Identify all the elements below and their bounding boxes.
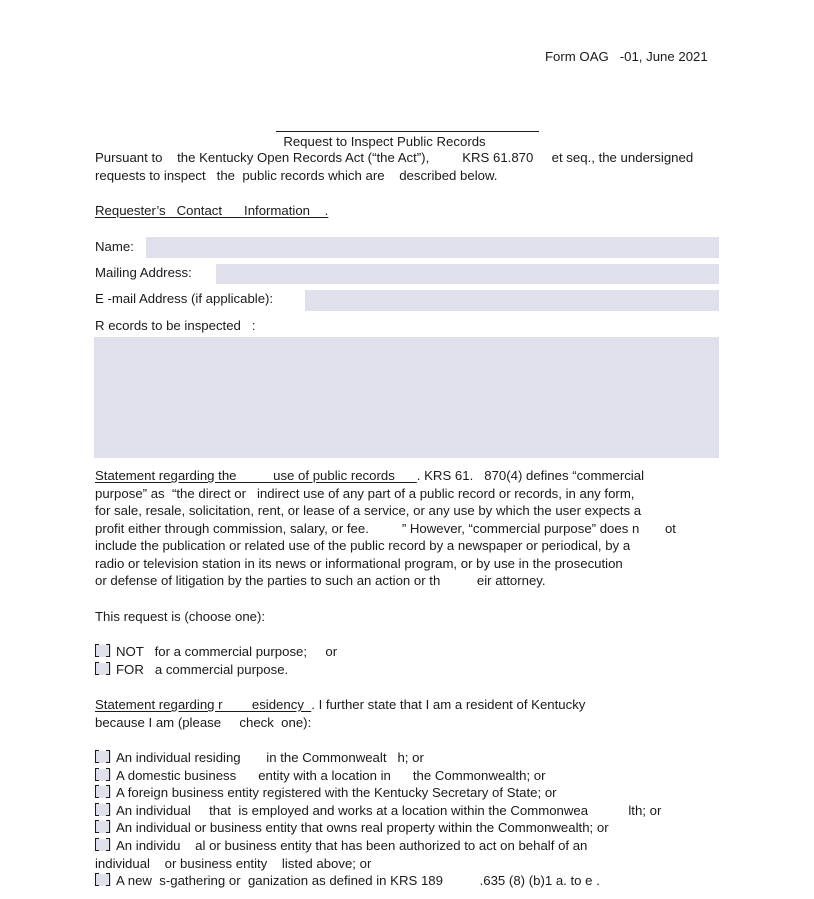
checkbox-resident-individual[interactable] bbox=[95, 750, 112, 764]
option-not-commercial[interactable] bbox=[95, 643, 337, 661]
residency-line-2: because I am (please check one): bbox=[95, 715, 312, 730]
residency-option-label: A foreign business entity registered with the Kentucky Secretary of State; or bbox=[116, 785, 557, 800]
option-for-label: FOR a commercial purpose. bbox=[116, 662, 289, 677]
checkbox-news-gathering-org[interactable] bbox=[95, 873, 112, 887]
form-id: Form OAG -01, June 2021 bbox=[545, 49, 708, 64]
checkbox-foreign-business[interactable] bbox=[95, 785, 112, 799]
residency-line-1 bbox=[95, 696, 585, 714]
commercial-line-4: profit either through commission, salary, or fee. ” However, “commercial purpose” does n ot bbox=[95, 521, 676, 536]
residency-line-1-rest: . I further state that I am a resident of Kentucky bbox=[311, 697, 586, 712]
form-title-wrap bbox=[276, 115, 539, 149]
residency-option[interactable] bbox=[95, 872, 600, 890]
residency-option-label: A new s-gathering or ganization as defined in KRS 189 .635 (8) (b)1 a. to e . bbox=[116, 873, 600, 888]
commercial-line-5: include the publication or related use of the public record by a newspaper or periodical, by a bbox=[95, 538, 631, 553]
residency-heading: Statement regarding r esidency bbox=[95, 697, 312, 712]
contact-heading: Requester’s Contact Information . bbox=[95, 203, 329, 218]
option-for-commercial[interactable] bbox=[95, 661, 288, 679]
residency-option[interactable] bbox=[95, 749, 424, 767]
email-label: E -mail Address (if applicable): bbox=[95, 291, 274, 306]
option-not-label: NOT for a commercial purpose; or bbox=[116, 644, 338, 659]
email-field[interactable] bbox=[305, 290, 719, 311]
commercial-line-1-rest: . KRS 61. 870(4) defines “commercial bbox=[416, 468, 645, 483]
name-label: Name: bbox=[95, 239, 134, 254]
residency-option[interactable] bbox=[95, 784, 557, 802]
commercial-line-6: radio or television station in its news or informational program, or by use in the prosecution bbox=[95, 556, 623, 571]
residency-option-label: An individual that is employed and works at a location within the Commonwea lth; or bbox=[116, 803, 662, 818]
checkbox-for-commercial[interactable] bbox=[95, 662, 112, 676]
residency-option-label: An individu al or business entity that has been authorized to act on behalf of an bbox=[116, 838, 588, 853]
residency-option[interactable] bbox=[95, 767, 546, 785]
records-label: R ecords to be inspected : bbox=[95, 318, 256, 333]
commercial-line-2: purpose” as “the direct or indirect use of any part of a public record or records, in any form, bbox=[95, 486, 635, 501]
residency-option[interactable] bbox=[95, 802, 661, 820]
intro-line-2: requests to inspect the public records which are described below. bbox=[95, 168, 498, 183]
mailing-label: Mailing Address: bbox=[95, 265, 192, 280]
form-title: Request to Inspect Public Records bbox=[283, 133, 486, 149]
checkbox-real-property-owner[interactable] bbox=[95, 820, 112, 834]
commercial-heading: Statement regarding the use of public records bbox=[95, 468, 417, 483]
residency-option[interactable] bbox=[95, 837, 587, 855]
mailing-address-field[interactable] bbox=[216, 264, 719, 284]
records-textarea[interactable] bbox=[94, 337, 719, 458]
residency-option[interactable] bbox=[95, 819, 609, 837]
checkbox-authorized-agent[interactable] bbox=[95, 838, 112, 852]
choose-label: This request is (choose one): bbox=[95, 609, 266, 624]
residency-option-continued: individual or business entity listed above; or bbox=[95, 856, 372, 871]
name-field[interactable] bbox=[146, 237, 719, 258]
checkbox-not-commercial[interactable] bbox=[95, 644, 112, 658]
residency-option-label: An individual residing in the Commonwealt h; or bbox=[116, 750, 424, 765]
checkbox-domestic-business[interactable] bbox=[95, 768, 112, 782]
commercial-line-7: or defense of litigation by the parties to such an action or th eir attorney. bbox=[95, 573, 546, 588]
commercial-line-1 bbox=[95, 467, 644, 485]
checkbox-employed-individual[interactable] bbox=[95, 803, 112, 817]
commercial-line-3: for sale, resale, solicitation, rent, or lease of a service, or any use by which the user expects a bbox=[95, 503, 642, 518]
residency-option-label: A domestic business entity with a location in the Commonwealth; or bbox=[116, 768, 546, 783]
intro-line-1: Pursuant to the Kentucky Open Records Act (“the Act”), KRS 61.870 et seq., the undersigned bbox=[95, 150, 694, 165]
residency-option-label: An individual or business entity that owns real property within the Commonwealth; or bbox=[116, 820, 609, 835]
